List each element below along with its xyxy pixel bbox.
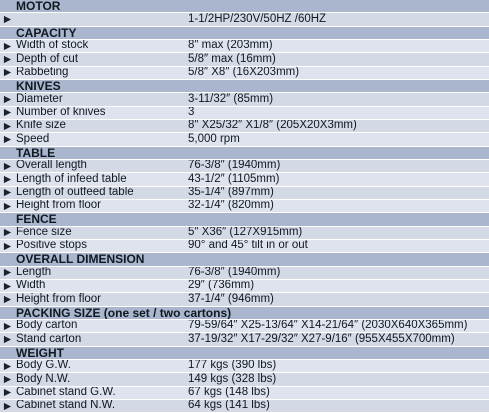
- spec-label: Length: [16, 266, 52, 278]
- bullet-arrow-icon: [0, 55, 14, 64]
- section-title: FENCE: [16, 213, 57, 227]
- section-header: [0, 253, 489, 266]
- spec-value: 5″ X36″ (127X915mm): [188, 226, 303, 238]
- bullet-arrow-icon: [0, 202, 14, 211]
- spec-value: 37-1/4″ (946mm): [188, 293, 274, 305]
- section-header: [0, 27, 489, 40]
- section-header: [0, 347, 489, 360]
- bullet-arrow-icon: [0, 15, 14, 24]
- spec-label: Number of knives: [16, 106, 106, 119]
- bullet-arrow-icon: [0, 242, 14, 251]
- spec-value: 5/8″ max (16mm): [188, 53, 276, 65]
- spec-value: 32-1/4″ (820mm): [188, 199, 274, 212]
- spec-label: Body G.W.: [16, 359, 71, 372]
- spec-row: [0, 400, 489, 413]
- spec-row: [0, 120, 489, 133]
- spec-row: [0, 67, 489, 80]
- bullet-arrow-icon: [0, 68, 14, 77]
- spec-value: 3: [188, 106, 195, 119]
- spec-row: [0, 40, 489, 53]
- spec-value: 29″ (736mm): [188, 279, 255, 292]
- spec-value: 43-1/2″ (1105mm): [188, 173, 280, 185]
- spec-label: Width: [16, 279, 46, 292]
- spec-row: [0, 53, 489, 66]
- spec-label: Stand carton: [16, 333, 82, 345]
- spec-value: 8″ X25/32″ X1/8″ (205X20X3mm): [188, 119, 357, 132]
- section-header: [0, 0, 489, 13]
- bullet-arrow-icon: [0, 95, 14, 104]
- bullet-arrow-icon: [0, 335, 14, 344]
- section-title: TABLE: [16, 146, 56, 160]
- bullet-arrow-icon: [0, 268, 14, 277]
- spec-row: [0, 333, 489, 346]
- spec-label: Cabinet stand G.W.: [16, 386, 116, 398]
- bullet-arrow-icon: [0, 295, 14, 304]
- section-title: MOTOR: [16, 0, 61, 14]
- spec-row: [0, 320, 489, 333]
- spec-row: [0, 173, 489, 186]
- spec-label: Depth of cut: [16, 53, 79, 65]
- spec-value: 5,000 rpm: [188, 133, 240, 145]
- bullet-arrow-icon: [0, 402, 14, 411]
- section-title: PACKING SIZE (one set / two cartons): [16, 306, 232, 320]
- spec-value: 76-3/8″ (1940mm): [188, 266, 281, 278]
- spec-label: Width of stock: [16, 39, 89, 52]
- spec-row: [0, 373, 489, 386]
- spec-row: [0, 13, 489, 26]
- spec-value: 177 kgs (390 lbs): [188, 359, 277, 372]
- bullet-arrow-icon: [0, 175, 14, 184]
- spec-value: 67 kgs (148 lbs): [188, 386, 270, 398]
- bullet-arrow-icon: [0, 108, 14, 117]
- spec-label: Cabinet stand N.W.: [16, 399, 116, 412]
- spec-label: Fence size: [16, 226, 72, 238]
- spec-value: 76-3/8″ (1940mm): [188, 159, 281, 172]
- spec-row: [0, 200, 489, 213]
- spec-value: 79-59/64″ X25-13/64″ X14-21/64″ (2030X640X365mm): [188, 319, 468, 332]
- spec-label: Body N.W.: [16, 373, 71, 385]
- spec-row: [0, 133, 489, 146]
- spec-label: Speed: [16, 133, 50, 145]
- spec-row: [0, 293, 489, 306]
- spec-value: 37-19/32″ X17-29/32″ X27-9/16″ (955X455X700mm): [188, 333, 455, 345]
- bullet-arrow-icon: [0, 282, 14, 291]
- bullet-arrow-icon: [0, 388, 14, 397]
- spec-label: Body carton: [16, 319, 78, 332]
- spec-value: 8″ max (203mm): [188, 39, 273, 52]
- bullet-arrow-icon: [0, 122, 14, 131]
- spec-label: Rabbeting: [16, 66, 69, 79]
- bullet-arrow-icon: [0, 322, 14, 331]
- bullet-arrow-icon: [0, 375, 14, 384]
- spec-row: [0, 240, 489, 253]
- section-header: [0, 213, 489, 226]
- spec-label: Diameter: [16, 93, 63, 105]
- bullet-arrow-icon: [0, 162, 14, 171]
- spec-row: [0, 280, 489, 293]
- bullet-arrow-icon: [0, 228, 14, 237]
- spec-row: [0, 360, 489, 373]
- spec-value: 64 kgs (141 lbs): [188, 399, 270, 412]
- spec-value: 35-1/4″ (897mm): [188, 186, 274, 198]
- spec-label: Positive stops: [16, 239, 87, 252]
- bullet-arrow-icon: [0, 188, 14, 197]
- section-title: CAPACITY: [16, 26, 77, 40]
- spec-row: [0, 107, 489, 120]
- spec-label: Length of infeed table: [16, 173, 127, 185]
- spec-row: [0, 267, 489, 280]
- spec-label: Overall length: [16, 159, 87, 172]
- bullet-arrow-icon: [0, 42, 14, 51]
- spec-row: [0, 93, 489, 106]
- spec-row: [0, 160, 489, 173]
- spec-value: 5/8″ X8″ (16X203mm): [188, 66, 300, 79]
- section-title: KNIVES: [16, 79, 61, 94]
- bullet-arrow-icon: [0, 135, 14, 144]
- spec-value: 90° and 45° tilt in or out: [188, 239, 308, 252]
- spec-value: 149 kgs (328 lbs): [188, 373, 277, 385]
- section-header: [0, 80, 489, 93]
- section-header: [0, 147, 489, 160]
- spec-row: [0, 227, 489, 240]
- spec-value: 1-1/2HP/230V/50HZ /60HZ: [188, 13, 327, 25]
- section-title: OVERALL DIMENSION: [16, 253, 145, 267]
- spec-row: [0, 187, 489, 200]
- spec-label: Height from floor: [16, 293, 102, 305]
- spec-value: 3-11/32″ (85mm): [188, 93, 274, 105]
- spec-row: [0, 387, 489, 400]
- section-header: [0, 307, 489, 320]
- spec-label: Length of outfeed table: [16, 186, 134, 198]
- spec-label: Knife size: [16, 119, 66, 132]
- bullet-arrow-icon: [0, 362, 14, 371]
- spec-label: Height from floor: [16, 199, 102, 212]
- section-title: WEIGHT: [16, 346, 64, 360]
